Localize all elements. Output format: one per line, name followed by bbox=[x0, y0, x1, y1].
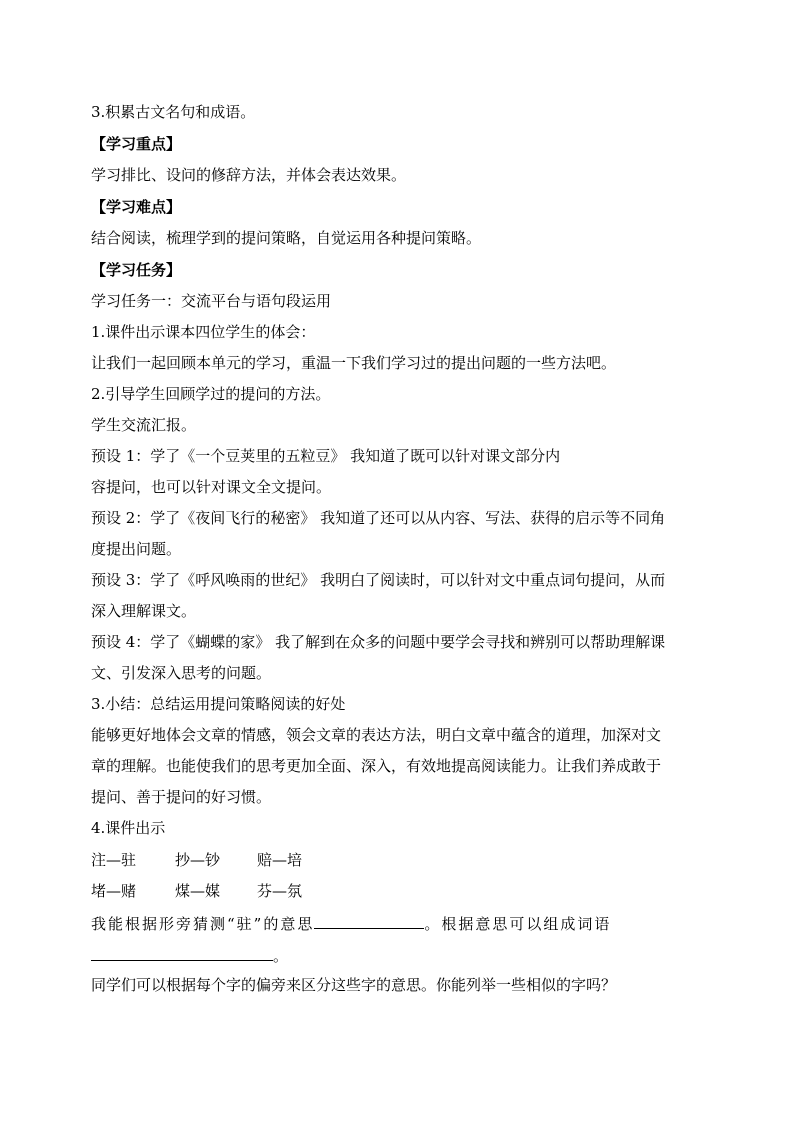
text-line: 同学们可以根据每个字的偏旁来区分这些字的意思。你能列举一些相似的字吗？ bbox=[91, 976, 617, 994]
text-line: 预设 3：学了《呼风唤雨的世纪》 我明白了阅读时，可以针对文中重点词句提问，从而 bbox=[91, 571, 666, 589]
section-heading-keypoint: 【学习重点】 bbox=[91, 135, 182, 153]
answer-blank[interactable] bbox=[91, 945, 273, 961]
text-line: 预设 1：学了《一个豆荚里的五粒豆》 我知道了既可以针对课文部分内 bbox=[91, 447, 561, 465]
text-line: 能够更好地体会文章的情感，领会文章的表达方法，明白文章中蕴含的道理，加深对文 bbox=[91, 726, 662, 744]
fill-blank-prompt-2: 。根据意思可以组成词语 bbox=[424, 915, 612, 933]
text-line: 深入理解课文。 bbox=[91, 602, 197, 620]
fill-blank-prompt: 我能根据形旁猜测“驻”的意思 bbox=[91, 915, 315, 933]
text-line: 文、引发深入思考的问题。 bbox=[91, 664, 272, 682]
char-pair: 芬—氛 bbox=[257, 882, 303, 900]
text-line: 3.积累古文名句和成语。 bbox=[91, 103, 256, 121]
char-pair: 抄—钞 bbox=[175, 851, 221, 869]
text-line: 让我们一起回顾本单元的学习，重温一下我们学习过的提出问题的一些方法吧。 bbox=[91, 354, 617, 372]
text-line: 学习任务一：交流平台与语句段运用 bbox=[91, 292, 332, 310]
text-line: 2.引导学生回顾学过的提问的方法。 bbox=[91, 385, 331, 403]
char-pairs-row-1 bbox=[91, 850, 711, 870]
text-line: 预设 4：学了《蝴蝶的家》 我了解到在众多的问题中要学会寻找和辨别可以帮助理解课 bbox=[91, 633, 666, 651]
period: 。 bbox=[273, 947, 289, 965]
fill-blank-line bbox=[91, 913, 711, 934]
text-line: 结合阅读，梳理学到的提问策略，自觉运用各种提问策略。 bbox=[91, 229, 482, 247]
char-pairs-row-2 bbox=[91, 881, 711, 901]
text-line: 度提出问题。 bbox=[91, 540, 182, 558]
text-line: 预设 2：学了《夜间飞行的秘密》 我知道了还可以从内容、写法、获得的启示等不同角 bbox=[91, 509, 666, 527]
text-line: 提问、善于提问的好习惯。 bbox=[91, 788, 272, 806]
section-heading-difficulty: 【学习难点】 bbox=[91, 198, 182, 216]
text-line: 学生交流汇报。 bbox=[91, 416, 197, 434]
text-line: 容提问，也可以针对课文全文提问。 bbox=[91, 478, 332, 496]
text-line: 3.小结：总结运用提问策略阅读的好处 bbox=[91, 695, 346, 713]
text-line: 4.课件出示 bbox=[91, 819, 166, 837]
fill-blank-line-2 bbox=[91, 945, 711, 966]
answer-blank[interactable] bbox=[314, 913, 424, 929]
char-pair: 赔—培 bbox=[257, 851, 303, 869]
text-line: 1.课件出示课本四位学生的体会： bbox=[91, 323, 316, 341]
char-pair: 注—驻 bbox=[91, 851, 137, 869]
char-pair: 堵—赌 bbox=[91, 882, 137, 900]
text-line: 学习排比、设问的修辞方法，并体会表达效果。 bbox=[91, 166, 407, 184]
section-heading-task: 【学习任务】 bbox=[91, 261, 182, 279]
char-pair: 煤—媒 bbox=[175, 882, 221, 900]
text-line: 章的理解。也能使我们的思考更加全面、深入，有效地提高阅读能力。让我们养成敢于 bbox=[91, 757, 662, 775]
